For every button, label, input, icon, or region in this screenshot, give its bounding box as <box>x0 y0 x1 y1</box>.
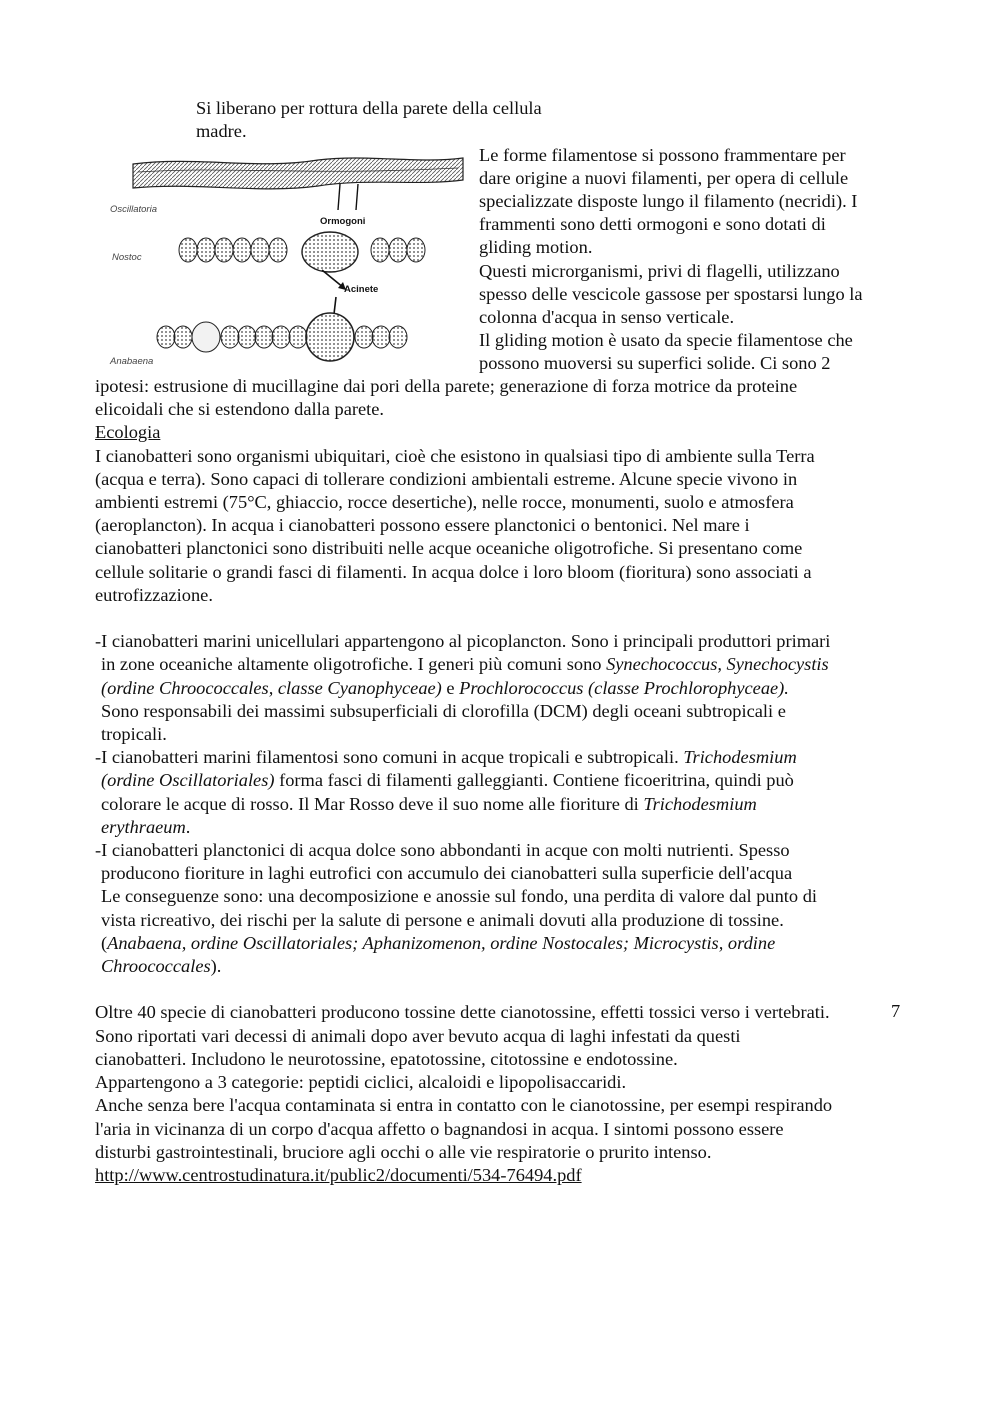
taxonomy-text: Prochlorococcus (classe Prochlorophyceae). <box>459 677 789 698</box>
toxins-line: l'aria in vicinanza di un corpo d'acqua affetto o bagnandosi in acqua. I sintomi possono essere <box>95 1118 784 1139</box>
label-ormogoni: Ormogoni <box>320 216 366 227</box>
species-name: erythraeum <box>101 816 186 837</box>
paren-open: ( <box>101 932 108 953</box>
ecology-line: (acqua e terra). Sono capaci di tollerare condizioni ambientali estreme. Alcune specie vivono in <box>95 468 798 489</box>
conjunction: e <box>441 677 460 698</box>
paren-close: ). <box>210 956 222 977</box>
label-oscillatoria: Oscillatoria <box>110 204 157 215</box>
side-line-10: possono muoversi su superfici solide. Ci sono 2 <box>479 353 831 373</box>
side-line-9: Il gliding motion è usato da specie filamentose che <box>479 330 853 350</box>
list-item-2-text: colorare le acque di rosso. Il Mar Rosso deve il suo nome alle fioriture di <box>101 793 644 814</box>
text-line: elicoidali che si estendono dalla parete. <box>95 399 385 420</box>
list-item-2-text: forma fasci di filamenti galleggianti. Contiene ficoeritrina, quindi può <box>274 770 794 791</box>
label-acinete: Acinete <box>344 284 379 295</box>
side-line-2: dare origine a nuovi filamenti, per opera di cellule <box>479 168 849 188</box>
text-line: ipotesi: estrusione di mucillagine dai pori della parete; generazione di forza motrice da proteine <box>95 376 798 396</box>
toxins-line: Anche senza bere l'acqua contaminata si entra in contatto con le cianotossine, per esempi respirando <box>95 1095 833 1116</box>
side-line-1: Le forme filamentose si possono frammentare per <box>479 145 846 165</box>
intro-line-2: madre. <box>196 121 247 141</box>
taxonomy-text: Anabaena, ordine Oscillatoriales; Aphanizomenon, ordine Nostocales; Microcystis, ordine <box>107 932 776 953</box>
arrow-ormogoni-1 <box>338 184 340 210</box>
list-item-1-line: tropicali. <box>101 724 167 745</box>
genus-name: Trichodesmium <box>643 793 757 814</box>
ecology-line: I cianobatteri sono organismi ubiquitari, cioè che esistono in qualsiasi tipo di ambiente sulla Terra <box>95 445 815 466</box>
list-item-2-text: -I cianobatteri marini filamentosi sono comuni in acque tropicali e subtropicali. <box>95 747 684 768</box>
ecology-line: (aeroplancton). In acqua i cianobatteri possono essere planctonici o bentonici. Nel mare i <box>95 515 750 536</box>
oscillatoria-filament <box>133 158 463 189</box>
list-item-3-line: -I cianobatteri planctonici di acqua dolce sono abbondanti in acque con molti nutrienti. Spesso <box>95 840 790 861</box>
label-anabaena: Anabaena <box>110 356 154 367</box>
ecology-line: ambienti estremi (75°C, ghiaccio, rocce desertiche), nelle rocce, monumenti, suolo e atmosfera <box>95 492 794 513</box>
taxonomy-text: (ordine Chroococcales, classe Cyanophyceae) <box>101 677 442 698</box>
list-item-3-line: vista ricreativo, dei rischi per la salute di persone e animali dovuti alla produzione di tossine. <box>101 909 784 930</box>
arrow-ormogoni-2 <box>356 184 358 210</box>
list-item-1-text: in zone oceaniche altamente oligotrofiche. I generi più comuni sono <box>101 654 607 675</box>
ecology-line: cianobatteri planctonici sono distribuiti nelle acque oceaniche oligotrofiche. Si presentano come <box>95 538 803 559</box>
page-number: 7 <box>891 1001 901 1021</box>
taxonomy-text: Chroococcales <box>101 956 211 977</box>
ecology-line: cellule solitarie o grandi fasci di filamenti. In acqua dolce i loro bloom (fioritura) sono associati a <box>95 561 812 582</box>
side-line-3: specializzate disposte lungo il filamento (necridi). I <box>479 191 858 211</box>
side-line-6: Questi microrganismi, privi di flagelli, utilizzano <box>479 261 840 281</box>
toxins-line: Oltre 40 specie di cianobatteri producono tossine dette cianotossine, effetti tossici verso i vertebrati. <box>95 1002 830 1023</box>
source-link[interactable]: http://www.centrostudinatura.it/public2/documenti/534-76494.pdf <box>95 1164 582 1185</box>
anabaena-filament <box>157 313 407 361</box>
side-line-4: frammenti sono detti ormogoni e sono dotati di <box>479 214 826 234</box>
cyanobacteria-figure <box>108 142 468 367</box>
list-item-1-line: Sono responsabili dei massimi subsuperficiali di clorofilla (DCM) degli oceani subtropicali e <box>101 700 786 721</box>
ecology-line: eutrofizzazione. <box>95 584 213 605</box>
toxins-line: Appartengono a 3 categorie: peptidi ciclici, alcaloidi e lipopolisaccaridi. <box>95 1072 627 1093</box>
toxins-line: cianobatteri. Includono le neurotossine, epatotossine, citotossine e endotossine. <box>95 1048 678 1069</box>
section-heading-ecologia: Ecologia <box>95 422 161 443</box>
genus-name: Trichodesmium <box>683 747 797 768</box>
intro-line-1: Si liberano per rottura della parete della cellula <box>196 98 542 118</box>
toxins-line: disturbi gastrointestinali, bruciore agli occhi o alle vie respiratorie o prurito intenso. <box>95 1141 712 1162</box>
list-item-3-line: producono fioriture in laghi eutrofici con accumulo dei cianobatteri sulla superficie dell'acqua <box>101 863 793 884</box>
toxins-line: Sono riportati vari decessi di animali dopo aver bevuto acqua di laghi infestati da questi <box>95 1025 741 1046</box>
nostoc-filament <box>179 232 425 272</box>
side-line-5: gliding motion. <box>479 237 593 257</box>
arrow-acinete-2 <box>334 297 336 314</box>
taxonomy-text: (ordine Oscillatoriales) <box>101 770 275 791</box>
genus-names: Synechococcus, Synechocystis <box>606 654 829 675</box>
main-text <box>95 375 910 1187</box>
period: . <box>185 816 191 837</box>
side-line-8: colonna d'acqua in senso verticale. <box>479 307 735 327</box>
list-item-3-line: Le conseguenze sono: una decomposizione e anossie sul fondo, una perdita di valore dal punto di <box>101 886 818 907</box>
side-line-7: spesso delle vescicole gassose per spostarsi lungo la <box>479 284 863 304</box>
label-nostoc: Nostoc <box>112 252 142 263</box>
list-item-1-line: -I cianobatteri marini unicellulari appartengono al picoplancton. Sono i principali produttori primari <box>95 631 831 652</box>
